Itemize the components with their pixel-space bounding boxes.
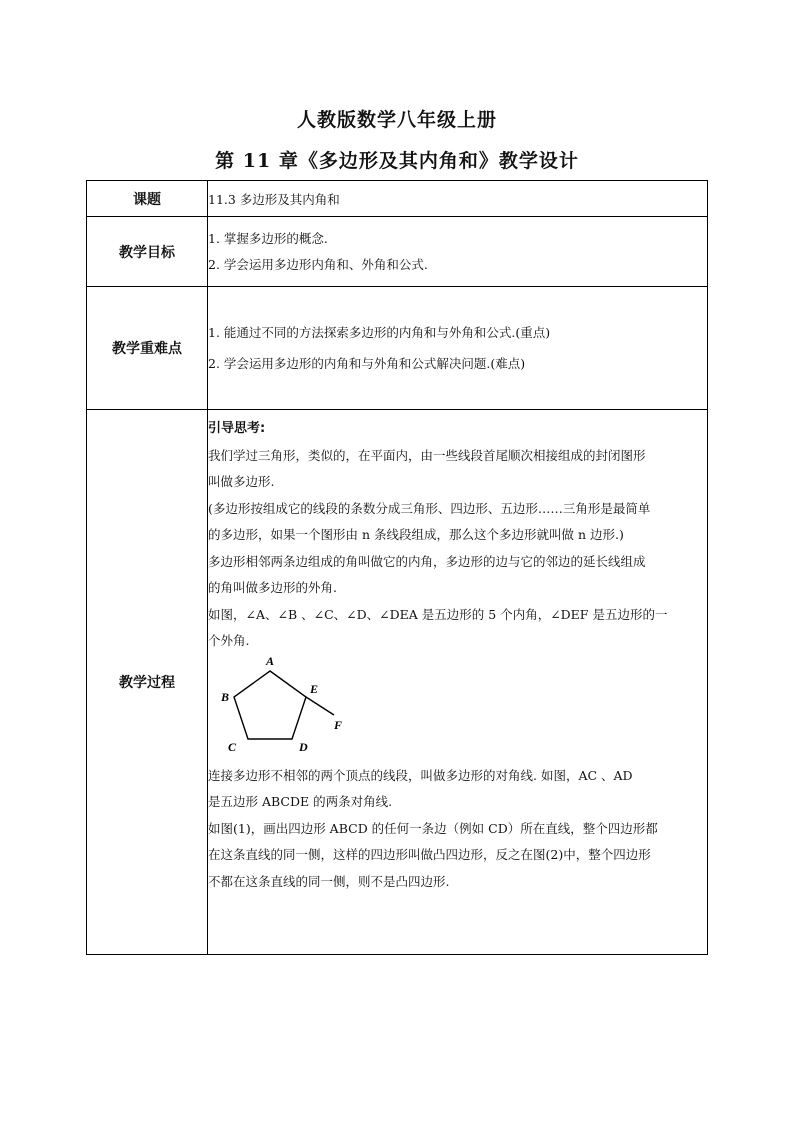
topic-value: 11.3 多边形及其内角和 — [208, 181, 708, 217]
pentagon-shape — [234, 671, 306, 739]
extension-line — [306, 697, 334, 715]
key-points-cell — [208, 287, 708, 410]
process-line: 在这条直线的同一侧，这样的四边形叫做凸四边形，反之在图(2)中，整个四边形 — [208, 847, 651, 862]
doc-subtitle: 第 11 章《多边形及其内角和》教学设计 — [215, 150, 579, 172]
process-line: 我们学过三角形，类似的，在平面内，由一些线段首尾顺次相接组成的封闭图形 — [208, 447, 646, 463]
process-line: 多边形相邻两条边组成的角叫做它的内角，多边形的边与它的邻边的延长线组成 — [208, 553, 646, 569]
objective-item: 2. 学会运用多边形内角和、外角和公式. — [208, 256, 428, 272]
row-objectives — [87, 217, 708, 287]
process-cell — [208, 410, 708, 955]
vertex-label-e: E — [310, 681, 319, 696]
pentagon-diagram — [208, 655, 368, 763]
process-line: 如图，∠A、∠B 、∠C、∠D、∠DEA 是五边形的 5 个内角，∠DEF 是五边形的一 — [208, 606, 668, 622]
process-heading: 引导思考: — [208, 421, 266, 436]
key-points-label: 教学重难点 — [87, 287, 208, 410]
vertex-label-f: F — [334, 717, 343, 732]
process-line: (多边形按组成它的线段的条数分成三角形、四边形、五边形……三角形是最简单 — [208, 500, 651, 516]
objectives-cell — [208, 217, 708, 287]
process-line: 的角叫做多边形的外角. — [208, 580, 337, 595]
process-line: 的多边形，如果一个图形由 n 条线段组成，那么这个多边形就叫做 n 边形.) — [208, 527, 624, 542]
process-line: 个外角. — [208, 633, 250, 648]
row-key-points — [87, 287, 708, 410]
row-process — [87, 410, 708, 955]
vertex-label-c: C — [228, 739, 237, 754]
topic-label: 课题 — [87, 181, 208, 217]
objectives-label: 教学目标 — [87, 217, 208, 287]
key-point-item: 2. 学会运用多边形的内角和与外角和公式解决问题.(难点) — [208, 356, 526, 371]
doc-title: 人教版数学八年级上册 — [296, 109, 497, 131]
process-line: 是五边形 ABCDE 的两条对角线. — [208, 794, 393, 809]
key-point-item: 1. 能通过不同的方法探索多边形的内角和与外角和公式.(重点) — [208, 325, 551, 340]
pentagon-figure — [208, 655, 707, 763]
objective-item: 1. 掌握多边形的概念. — [208, 230, 328, 246]
process-line: 如图(1)，画出四边形 ABCD 的任何一条边（例如 CD）所在直线，整个四边形都 — [208, 820, 658, 836]
vertex-label-d: D — [299, 739, 308, 754]
lesson-plan-table — [86, 180, 708, 955]
process-line: 连接多边形不相邻的两个顶点的线段，叫做多边形的对角线. 如图，AC 、AD — [208, 767, 633, 783]
process-line: 叫做多边形. — [208, 474, 275, 489]
row-topic — [87, 181, 708, 217]
process-label: 教学过程 — [87, 410, 208, 955]
process-line: 不都在这条直线的同一侧，则不是凸四边形. — [208, 873, 450, 889]
vertex-label-b: B — [221, 689, 230, 704]
vertex-label-a: A — [266, 654, 275, 668]
